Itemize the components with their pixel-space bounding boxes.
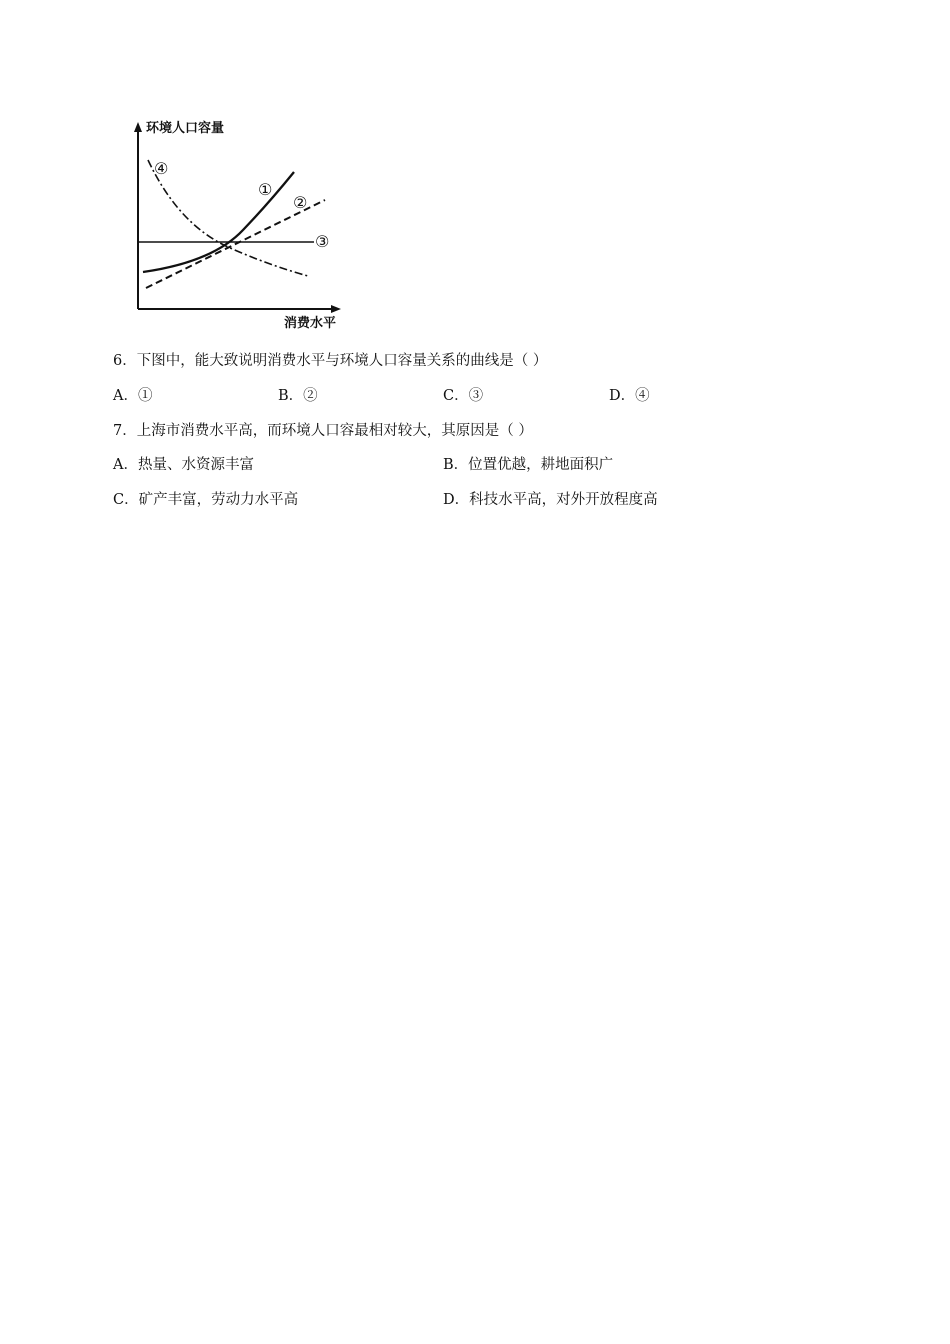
question-7-option-b: B．位置优越，耕地面积广 <box>443 457 614 473</box>
y-axis-label: 环境人口容量 <box>146 121 225 136</box>
curve-3-label: ③ <box>315 232 330 251</box>
question-7-option-c: C．矿产丰富，劳动力水平高 <box>113 492 299 508</box>
curve-1-label: ① <box>258 180 273 199</box>
curve-2-label: ② <box>293 193 308 212</box>
question-6-option-d: D．④ <box>609 388 650 404</box>
question-6-option-a: A．① <box>113 388 153 404</box>
curve-4 <box>148 160 308 276</box>
question-6-stem: 6．下图中，能大致说明消费水平与环境人口容量关系的曲线是（ ） <box>113 353 548 369</box>
x-axis-label: 消费水平 <box>284 316 337 331</box>
question-6-option-b: B．② <box>278 388 318 404</box>
capacity-diagram <box>118 112 358 334</box>
curve-2 <box>146 200 325 288</box>
figure <box>118 112 358 334</box>
question-7-option-d: D．科技水平高，对外开放程度高 <box>443 492 658 508</box>
question-7-option-a: A．热量、水资源丰富 <box>113 457 254 473</box>
curve-4-label: ④ <box>154 159 169 178</box>
question-6-option-c: C．③ <box>443 388 484 404</box>
question-7-stem: 7．上海市消费水平高，而环境人口容最相对较大，其原因是（ ） <box>113 423 533 439</box>
y-axis-arrow <box>134 122 142 132</box>
x-axis-arrow <box>331 305 341 313</box>
